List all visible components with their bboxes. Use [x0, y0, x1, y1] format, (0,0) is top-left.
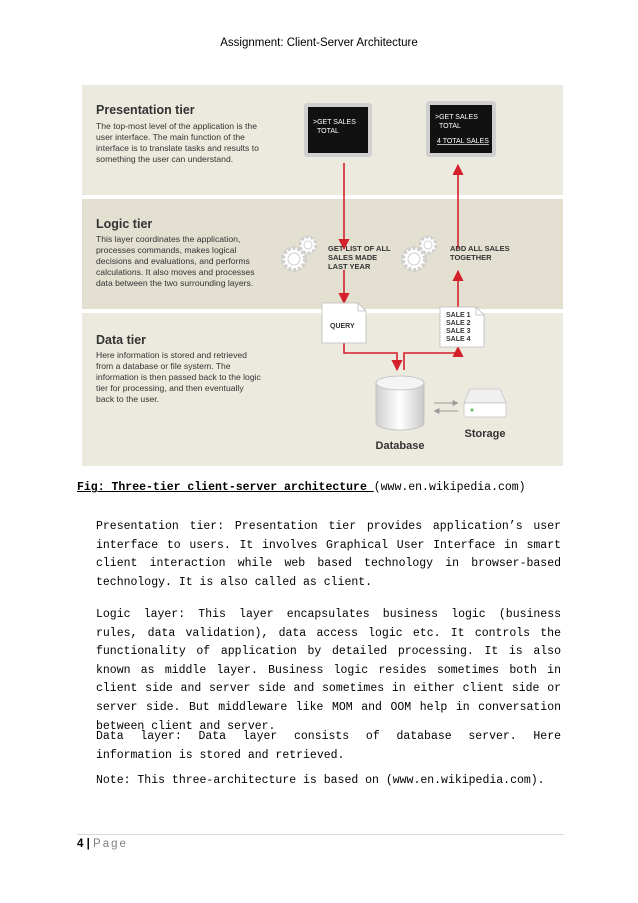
logic-tier-title: Logic tier: [96, 217, 153, 231]
sale-4: SALE 4: [446, 336, 471, 343]
sales-document-icon: [440, 307, 484, 347]
page-number: 4: [77, 838, 84, 850]
page-footer: [77, 838, 128, 850]
page-label: Page: [93, 838, 128, 850]
screen-right-line2: TOTAL: [439, 123, 461, 130]
monitor-right-icon: [426, 101, 496, 157]
presentation-tier-title: Presentation tier: [96, 103, 195, 117]
screen-right-line1: >GET SALES: [435, 114, 478, 121]
paragraph-logic: Logic layer: This layer encapsulates business logic (business rules, data validation), data access logic etc. It controls the functionality of application by detailed processing. It is also known as middle layer. Business logic resides sometimes both in client side and server side and sometimes in either client side or server side. But middleware like MOM and OOM help in conversation between client and server.: [96, 608, 561, 733]
logic-right-label: ADD ALL SALES TOGETHER: [450, 244, 510, 262]
screen-left-line2: TOTAL: [317, 128, 339, 135]
storage-icon: [464, 389, 506, 417]
database-label: Database: [375, 440, 425, 452]
body-text: [96, 518, 561, 592]
logic-tier-text: This layer coordinates the application, processes commands, makes logical decisions and evaluations, and performs calculations. It also moves and processes data between the two surrounding layers.: [96, 234, 255, 288]
monitor-left-icon: [304, 103, 372, 157]
figure-caption-label: Fig: Three-tier client-server architecture: [77, 481, 374, 494]
logic-left-label: GET LIST OF ALL SALES MADE LAST YEAR: [328, 244, 391, 271]
footer-separator: |: [86, 838, 90, 850]
sale-2: SALE 2: [446, 320, 471, 327]
query-label: QUERY: [330, 323, 355, 330]
body-text-2: [96, 606, 561, 736]
presentation-tier-text: The top-most level of the application is the user interface. The main function of the interface is to translate tasks and results to something the user can understand.: [96, 121, 259, 164]
storage-label: Storage: [464, 428, 506, 440]
data-tier-title: Data tier: [96, 333, 147, 347]
paragraph-note: Note: This three-architecture is based on (www.en.wikipedia.com).: [96, 774, 545, 787]
paragraph-data: Data layer: Data layer consists of database server. Here information is stored and retrieved.: [96, 730, 561, 762]
sale-3: SALE 3: [446, 328, 471, 335]
figure-caption-source: (www.en.wikipedia.com): [373, 481, 526, 494]
screen-left-line1: >GET SALES: [313, 119, 356, 126]
page-header: Assignment: Client-Server Architecture: [220, 37, 418, 49]
sale-1: SALE 1: [446, 312, 471, 319]
footer-divider: [77, 834, 564, 835]
three-tier-diagram: [82, 85, 563, 466]
screen-right-line3: 4 TOTAL SALES: [437, 138, 489, 145]
paragraph-presentation: Presentation tier: Presentation tier provides application’s user interface to users. It involves Graphical User Interface in smart client interaction while web based technology in browser-based technology. It is also called as client.: [96, 520, 561, 589]
query-document-icon: [322, 303, 366, 343]
svg-text:SALE 1 SALE 2 SALE: [446, 312, 472, 343]
body-text-4: [96, 772, 561, 791]
database-icon: [376, 376, 424, 430]
figure-caption: [77, 481, 526, 494]
data-tier-text: Here information is stored and retrieved from a database or file system. The information is then passed back to the logic tier for processing, and then eventually back to the user.: [96, 350, 261, 404]
body-text-3: [96, 728, 561, 765]
